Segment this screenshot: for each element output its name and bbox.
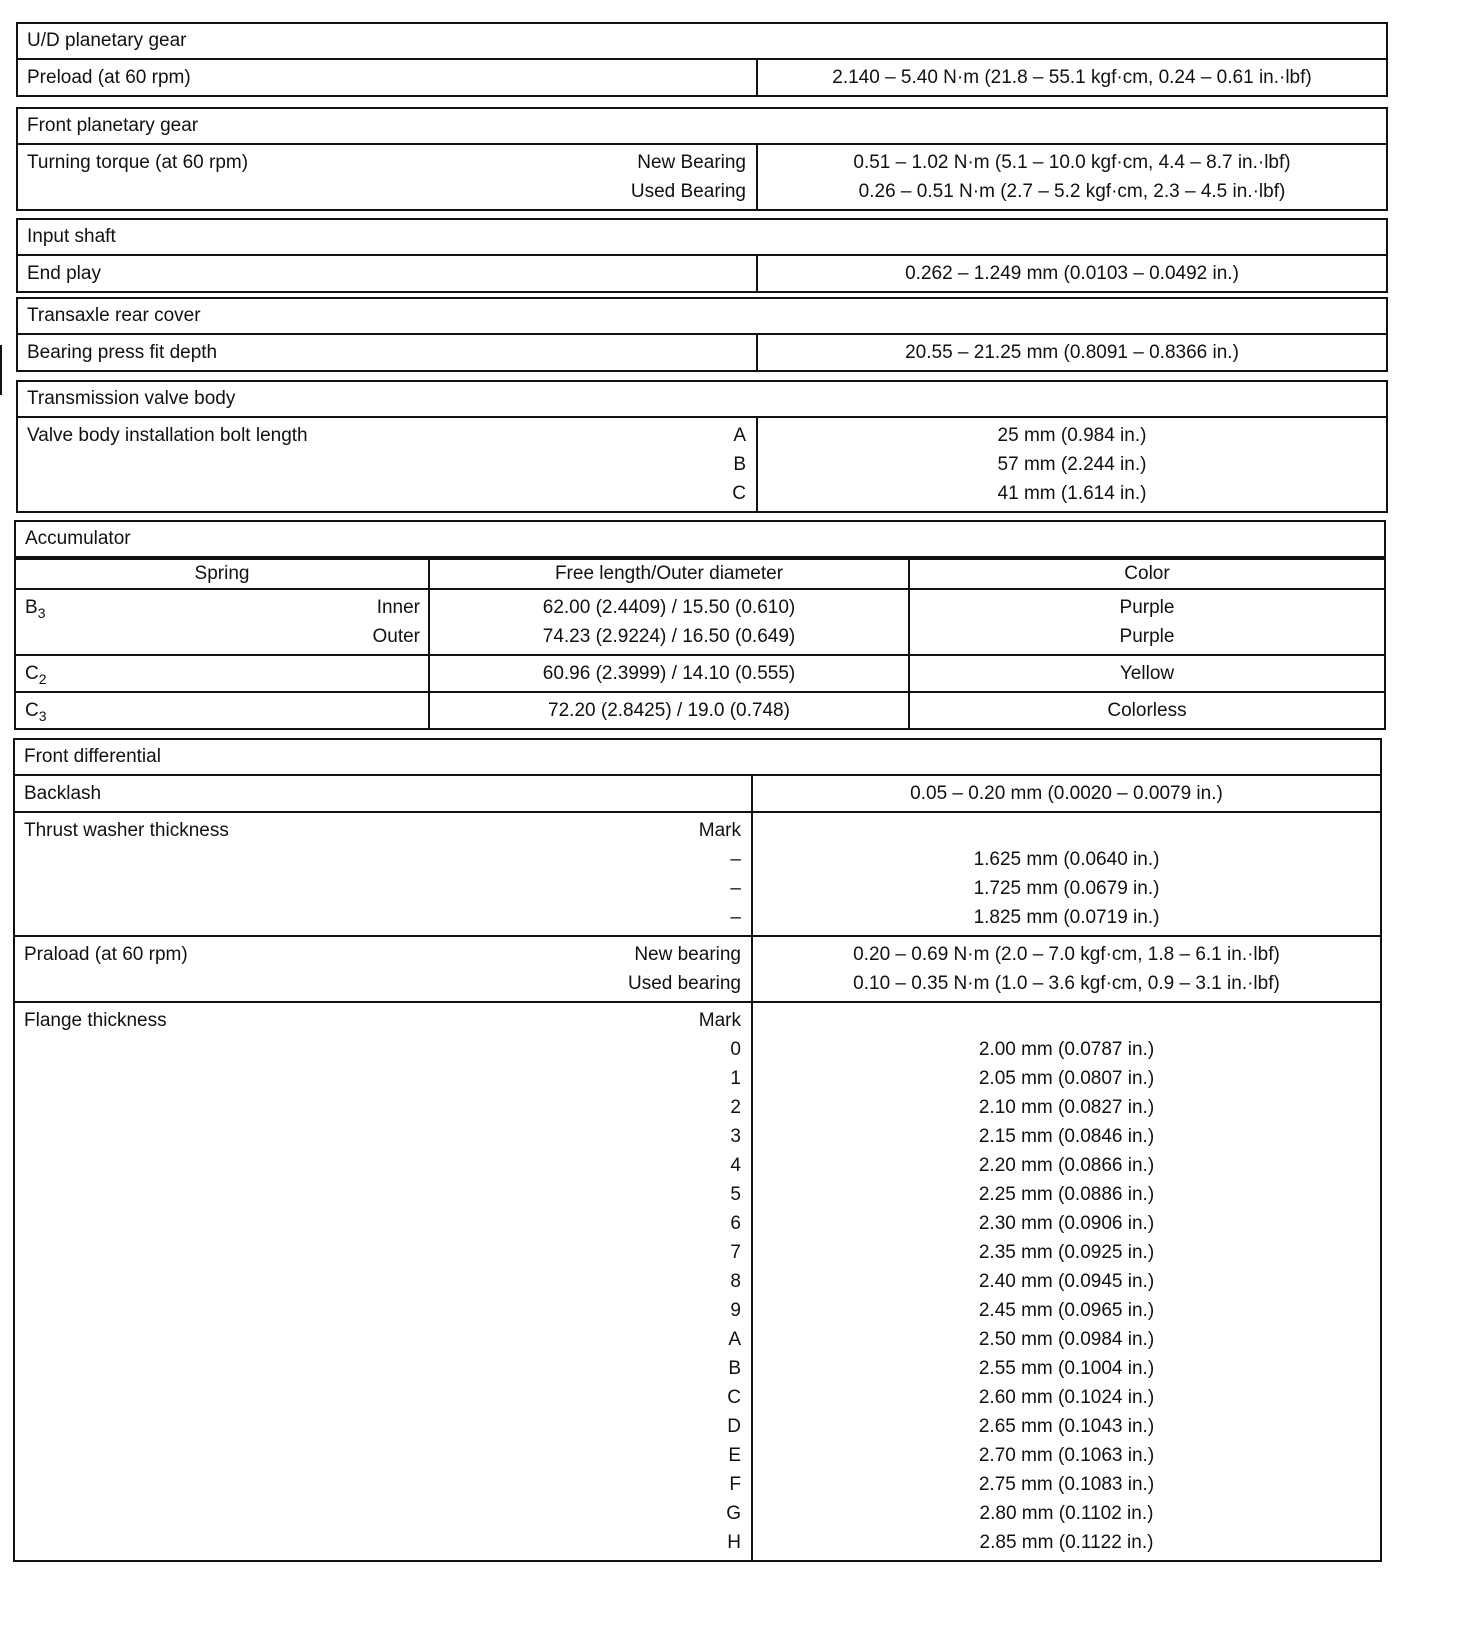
spec-value: 0.05 – 0.20 mm (0.0020 – 0.0079 in.): [910, 783, 1223, 804]
spec-row: [18, 60, 1386, 95]
spec-sublabel: Used Bearing: [630, 181, 746, 202]
spec-sublabel: New Bearing: [637, 152, 746, 173]
spec-sublabel: A: [728, 1329, 741, 1350]
spec-value: 0.20 – 0.69 N·m (2.0 – 7.0 kgf·cm, 1.8 – 6.1 in.·lbf): [853, 944, 1280, 965]
spec-value-cell: [758, 145, 1386, 209]
spring-letter: C: [25, 700, 39, 721]
spec-sublabel: 6: [730, 1213, 741, 1234]
spec-sublabel: Mark: [698, 820, 741, 841]
spec-value: 2.75 mm (0.1083 in.): [978, 1474, 1155, 1495]
spec-sublabel: G: [726, 1503, 741, 1524]
spec-value-cell: [758, 60, 1386, 95]
spring-row: [16, 589, 1384, 655]
spec-sublabel: 3: [730, 1126, 741, 1147]
spec-value-cell: [758, 256, 1386, 291]
spec-value: 2.50 mm (0.0984 in.): [978, 1329, 1155, 1350]
spec-value: 2.70 mm (0.1063 in.): [978, 1445, 1155, 1466]
spec-label: Backlash: [24, 783, 102, 804]
spring-sublabel: Outer: [372, 626, 420, 647]
spec-value: 2.65 mm (0.1043 in.): [978, 1416, 1155, 1437]
spec-sublabel: [24, 779, 741, 808]
spring-subscript: 3: [38, 707, 47, 724]
free-length-cell: [429, 692, 909, 728]
spec-sublabel: –: [730, 849, 741, 870]
spec-label-cell: [18, 335, 758, 370]
spec-sublabel: D: [727, 1416, 741, 1437]
transmission-valve-body-section: [16, 380, 1388, 513]
accumulator-section: [14, 520, 1386, 730]
spec-row: [18, 256, 1386, 291]
spec-label-cell: [15, 1003, 753, 1560]
spec-label-cell: [15, 937, 753, 1001]
spec-value: 1.625 mm (0.0640 in.): [973, 849, 1160, 870]
spec-label: Bearing press fit depth: [27, 342, 218, 363]
spec-label: Flange thickness: [24, 1010, 167, 1031]
color-cell: [909, 655, 1384, 692]
spec-value: 0.10 – 0.35 N·m (1.0 – 3.6 kgf·cm, 0.9 – 3.1 in.·lbf): [853, 973, 1280, 994]
spec-value: 2.15 mm (0.0846 in.): [978, 1126, 1155, 1147]
spec-row: [15, 935, 1380, 1001]
spec-value: 57 mm (2.244 in.): [997, 454, 1147, 475]
accumulator-table: [16, 558, 1384, 728]
spec-label-cell: [15, 813, 753, 935]
spec-row: [18, 335, 1386, 370]
spec-label: End play: [27, 263, 101, 284]
spec-value: 2.10 mm (0.0827 in.): [978, 1097, 1155, 1118]
margin-mark: [0, 345, 2, 395]
spec-label: Praload (at 60 rpm): [24, 944, 188, 965]
spec-sublabel: B: [728, 1358, 741, 1379]
spec-value: 0.262 – 1.249 mm (0.0103 – 0.0492 in.): [905, 263, 1239, 284]
spec-sublabel: C: [727, 1387, 741, 1408]
spec-value: [753, 816, 1380, 845]
section-title: Input shaft: [18, 220, 1386, 256]
spec-value: 2.35 mm (0.0925 in.): [978, 1242, 1155, 1263]
spec-value: 2.25 mm (0.0886 in.): [978, 1184, 1155, 1205]
spec-value: 2.55 mm (0.1004 in.): [978, 1358, 1155, 1379]
spec-sublabel: –: [730, 878, 741, 899]
section-title: Front differential: [15, 740, 1380, 776]
spec-value: 2.85 mm (0.1122 in.): [979, 1532, 1154, 1553]
spring-letter: C: [25, 663, 39, 684]
spec-label-cell: [18, 60, 758, 95]
spec-label: Turning torque (at 60 rpm): [27, 152, 249, 173]
spring-subscript: 3: [37, 604, 46, 621]
spring-sublabel: Inner: [376, 597, 420, 618]
spec-value: 2.30 mm (0.0906 in.): [978, 1213, 1155, 1234]
free-length-cell: [429, 655, 909, 692]
spring-row: [16, 692, 1384, 728]
input-shaft-section: [16, 218, 1388, 293]
spec-value-cell: [758, 418, 1386, 511]
spec-label-cell: [18, 145, 758, 209]
spec-row: [15, 811, 1380, 935]
spec-label-cell: [18, 418, 758, 511]
spring-cell: [16, 692, 429, 728]
spec-sublabel: Used bearing: [627, 973, 741, 994]
free-length-value: 62.00 (2.4409) / 15.50 (0.610): [542, 597, 796, 618]
header-free-length: Free length/Outer diameter: [429, 559, 909, 589]
spec-label-cell: [15, 776, 753, 811]
spec-sublabel: 4: [730, 1155, 741, 1176]
spec-value: 25 mm (0.984 in.): [997, 425, 1147, 446]
spec-value: 2.40 mm (0.0945 in.): [978, 1271, 1155, 1292]
spring-sublabel: [24, 696, 420, 725]
u-d-planetary-gear-section: [16, 22, 1388, 97]
section-title: Front planetary gear: [18, 109, 1386, 145]
transaxle-rear-cover-section: [16, 297, 1388, 372]
spec-value: 0.51 – 1.02 N·m (5.1 – 10.0 kgf·cm, 4.4 – 8.7 in.·lbf): [853, 152, 1291, 173]
spring-subscript: 2: [38, 670, 47, 687]
spec-sublabel: 2: [730, 1097, 741, 1118]
free-length-value: 74.23 (2.9224) / 16.50 (0.649): [542, 626, 796, 647]
spec-value: 2.45 mm (0.0965 in.): [978, 1300, 1155, 1321]
section-title: Transmission valve body: [18, 382, 1386, 418]
spec-label-cell: [18, 256, 758, 291]
color-cell: [909, 692, 1384, 728]
header-spring: Spring: [16, 559, 429, 589]
free-length-cell: [429, 589, 909, 655]
spec-label: Valve body installation bolt length: [27, 425, 308, 446]
section-title: Transaxle rear cover: [18, 299, 1386, 335]
spec-sublabel: Mark: [698, 1010, 741, 1031]
spec-value: 1.825 mm (0.0719 in.): [973, 907, 1160, 928]
spring-sublabel: [24, 659, 420, 688]
section-title: U/D planetary gear: [18, 24, 1386, 60]
free-length-value: 72.20 (2.8425) / 19.0 (0.748): [548, 700, 790, 721]
spec-value: 2.140 – 5.40 N·m (21.8 – 55.1 kgf·cm, 0.24 – 0.61 in.·lbf): [832, 67, 1312, 88]
color-value: Purple: [1119, 626, 1175, 647]
spec-value-cell: [753, 1003, 1380, 1560]
color-cell: [909, 589, 1384, 655]
spec-row: [15, 776, 1380, 811]
header-row: [16, 559, 1384, 589]
spec-value-cell: [758, 335, 1386, 370]
spec-value: [753, 1006, 1380, 1035]
spec-value: 41 mm (1.614 in.): [997, 483, 1147, 504]
spec-sublabel: 8: [730, 1271, 741, 1292]
spring-name: [25, 593, 45, 628]
spring-name: [25, 659, 47, 694]
section-title: Accumulator: [16, 522, 1384, 558]
spring-cell: [16, 655, 429, 692]
spec-value: 2.20 mm (0.0866 in.): [978, 1155, 1155, 1176]
spec-value: 1.725 mm (0.0679 in.): [973, 878, 1160, 899]
spec-row: [18, 418, 1386, 511]
spring-letter: B: [25, 597, 38, 618]
spec-value: 2.80 mm (0.1102 in.): [979, 1503, 1154, 1524]
header-color: Color: [909, 559, 1384, 589]
spring-row: [16, 655, 1384, 692]
spec-sublabel: New bearing: [634, 944, 741, 965]
spec-value-cell: [753, 937, 1380, 1001]
spring-name: [25, 696, 47, 731]
spec-sublabel: 7: [730, 1242, 741, 1263]
spring-cell: [16, 589, 429, 655]
spec-value: 2.60 mm (0.1024 in.): [978, 1387, 1155, 1408]
spec-sublabel: H: [727, 1532, 741, 1553]
free-length-value: 60.96 (2.3999) / 14.10 (0.555): [542, 663, 796, 684]
spec-label: Preload (at 60 rpm): [27, 67, 191, 88]
spec-value: 2.00 mm (0.0787 in.): [978, 1039, 1155, 1060]
spec-value: 2.05 mm (0.0807 in.): [978, 1068, 1155, 1089]
spec-row: [15, 1001, 1380, 1560]
front-planetary-gear-section: [16, 107, 1388, 211]
color-value: Yellow: [1119, 663, 1175, 684]
spec-value: 20.55 – 21.25 mm (0.8091 – 0.8366 in.): [905, 342, 1239, 363]
color-value: Colorless: [1107, 700, 1187, 721]
spec-value: 0.26 – 0.51 N·m (2.7 – 5.2 kgf·cm, 2.3 – 4.5 in.·lbf): [858, 181, 1286, 202]
spec-sublabel: 1: [730, 1068, 741, 1089]
spec-row: [18, 145, 1386, 209]
spec-sublabel: B: [733, 454, 746, 475]
spec-sublabel: 0: [730, 1039, 741, 1060]
spec-label: Thrust washer thickness: [24, 820, 229, 841]
spec-sublabel: –: [730, 907, 741, 928]
spec-sublabel: 9: [730, 1300, 741, 1321]
front-differential-section: [13, 738, 1382, 1562]
spec-sublabel: F: [729, 1474, 741, 1495]
color-value: Purple: [1119, 597, 1175, 618]
spec-value-cell: [753, 776, 1380, 811]
spec-sublabel: A: [733, 425, 746, 446]
spec-sublabel: E: [728, 1445, 741, 1466]
spec-value-cell: [753, 813, 1380, 935]
spec-sublabel: 5: [730, 1184, 741, 1205]
spec-sublabel: [27, 259, 746, 288]
spec-sublabel: C: [732, 483, 746, 504]
